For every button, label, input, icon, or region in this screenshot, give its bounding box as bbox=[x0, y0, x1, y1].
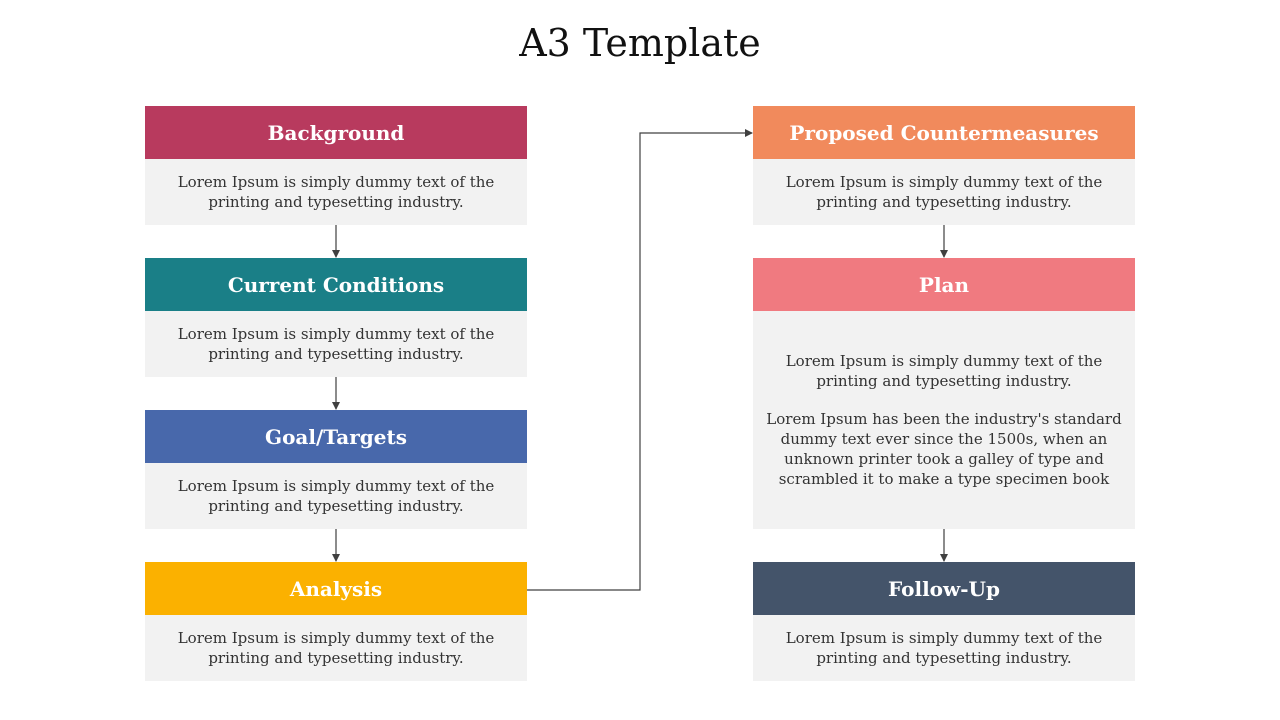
step-plan bbox=[753, 258, 1135, 529]
step-analysis bbox=[145, 562, 527, 681]
step-plan-header: Plan bbox=[753, 258, 1135, 311]
step-follow-up-header: Follow-Up bbox=[753, 562, 1135, 615]
step-proposed-countermeasures-header: Proposed Countermeasures bbox=[753, 106, 1135, 159]
step-proposed-countermeasures-text: Lorem Ipsum is simply dummy text of the printing and typesetting industry. bbox=[785, 173, 1103, 211]
step-goal-targets-header: Goal/Targets bbox=[145, 410, 527, 463]
step-follow-up bbox=[753, 562, 1135, 681]
step-current-conditions-text: Lorem Ipsum is simply dummy text of the printing and typesetting industry. bbox=[177, 325, 495, 363]
step-goal-targets-text: Lorem Ipsum is simply dummy text of the printing and typesetting industry. bbox=[177, 477, 495, 515]
step-proposed-countermeasures-body bbox=[753, 159, 1135, 225]
step-goal-targets bbox=[145, 410, 527, 529]
step-goal-targets-body bbox=[145, 463, 527, 529]
step-plan-body bbox=[753, 311, 1135, 529]
step-proposed-countermeasures bbox=[753, 106, 1135, 225]
step-current-conditions bbox=[145, 258, 527, 377]
arrow-analysis-to-proposed-countermeasures bbox=[527, 133, 752, 590]
step-plan-text: Lorem Ipsum is simply dummy text of the printing and typesetting industry. bbox=[785, 352, 1103, 390]
step-follow-up-text: Lorem Ipsum is simply dummy text of the printing and typesetting industry. bbox=[785, 629, 1103, 667]
step-analysis-body bbox=[145, 615, 527, 681]
step-current-conditions-header: Current Conditions bbox=[145, 258, 527, 311]
step-analysis-header: Analysis bbox=[145, 562, 527, 615]
step-plan-text-2: Lorem Ipsum has been the industry's standard dummy text ever since the 1500s, when an unknown printer took a galley of type and scrambled it to make a type specimen book bbox=[766, 410, 1122, 488]
step-background-text: Lorem Ipsum is simply dummy text of the printing and typesetting industry. bbox=[177, 173, 495, 211]
step-background-header: Background bbox=[145, 106, 527, 159]
step-follow-up-body bbox=[753, 615, 1135, 681]
step-analysis-text: Lorem Ipsum is simply dummy text of the printing and typesetting industry. bbox=[177, 629, 495, 667]
page-title: A3 Template bbox=[519, 21, 761, 65]
step-background-body bbox=[145, 159, 527, 225]
step-background bbox=[145, 106, 527, 225]
step-current-conditions-body bbox=[145, 311, 527, 377]
